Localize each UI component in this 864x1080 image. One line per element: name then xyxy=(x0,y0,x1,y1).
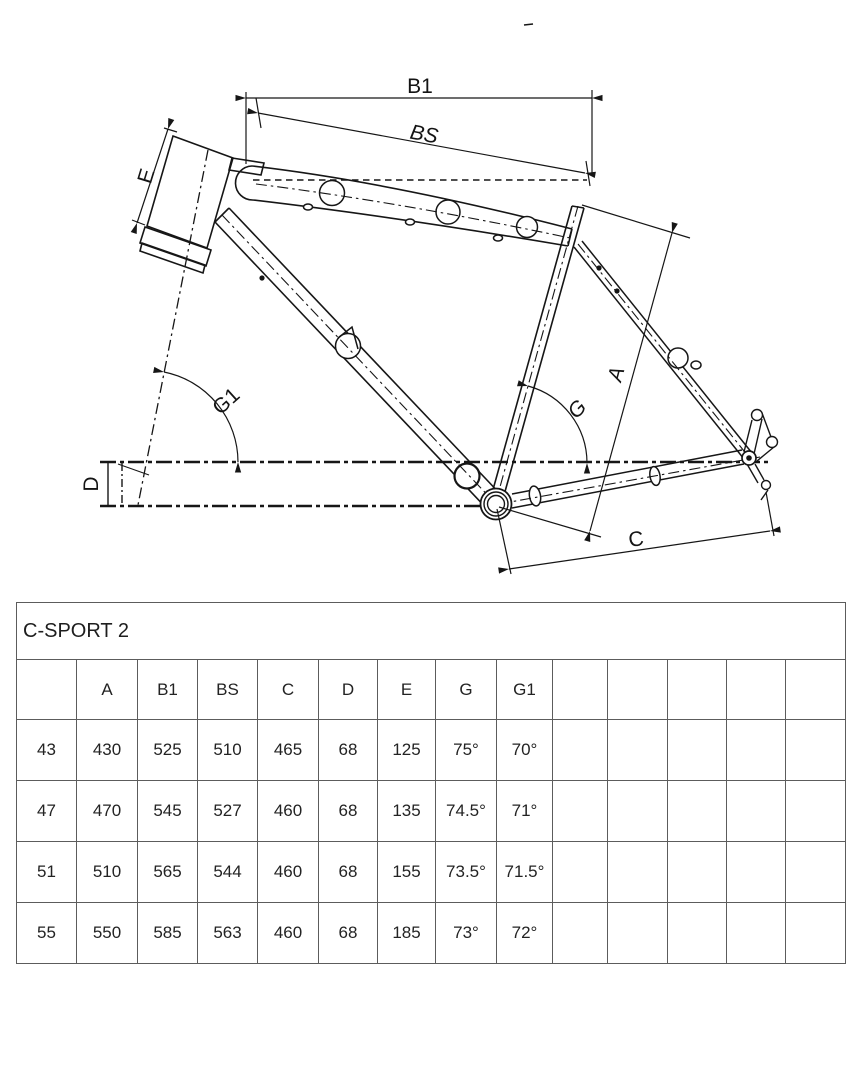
dim-c-ext-right xyxy=(766,492,774,536)
cell-size: 55 xyxy=(17,903,77,964)
col-header-empty xyxy=(553,660,608,720)
cell-empty xyxy=(553,720,608,781)
head-tube-axis-line xyxy=(138,150,208,505)
dim-a-line xyxy=(590,233,672,531)
dim-e-tick-bottom xyxy=(132,220,145,225)
cell-empty xyxy=(668,720,727,781)
col-header-size xyxy=(17,660,77,720)
cell-empty xyxy=(553,903,608,964)
col-header-g: G xyxy=(436,660,497,720)
table-row-size-47 xyxy=(17,781,846,842)
cell: 465 xyxy=(258,720,319,781)
cell-empty xyxy=(786,842,846,903)
reference-axle-lines xyxy=(100,462,772,506)
cell: 70° xyxy=(497,720,553,781)
cell: 125 xyxy=(378,720,436,781)
cell: 75° xyxy=(436,720,497,781)
cell: 550 xyxy=(77,903,138,964)
col-header-g1: G1 xyxy=(497,660,553,720)
table-row-size-43 xyxy=(17,720,846,781)
table-title: C-SPORT 2 xyxy=(17,603,846,660)
cell-empty xyxy=(668,842,727,903)
chain-stay xyxy=(512,450,744,508)
cell-empty xyxy=(553,842,608,903)
cell: 510 xyxy=(198,720,258,781)
col-header-c: C xyxy=(258,660,319,720)
cell: 73° xyxy=(436,903,497,964)
scan-speck xyxy=(524,24,533,25)
tube-centerlines xyxy=(222,184,760,505)
cell: 510 xyxy=(77,842,138,903)
col-header-empty xyxy=(668,660,727,720)
col-header-e: E xyxy=(378,660,436,720)
cell: 68 xyxy=(319,842,378,903)
col-header-d: D xyxy=(319,660,378,720)
cell: 68 xyxy=(319,720,378,781)
cell: 545 xyxy=(138,781,198,842)
cell: 470 xyxy=(77,781,138,842)
cell: 585 xyxy=(138,903,198,964)
cell-empty xyxy=(668,781,727,842)
table-row-size-55 xyxy=(17,903,846,964)
dim-d xyxy=(108,463,149,506)
geometry-table xyxy=(16,602,846,964)
cell-empty xyxy=(608,903,668,964)
cell-empty xyxy=(553,781,608,842)
dim-label-a: A xyxy=(603,364,630,384)
dim-label-bs: BS xyxy=(408,120,440,149)
col-header-a: A xyxy=(77,660,138,720)
table-row-size-51 xyxy=(17,842,846,903)
dim-label-g1: G1 xyxy=(208,383,245,420)
cell-empty xyxy=(786,720,846,781)
cable-stops xyxy=(259,265,619,293)
cell-empty xyxy=(608,720,668,781)
cell: 185 xyxy=(378,903,436,964)
cell-empty xyxy=(608,842,668,903)
cell-empty xyxy=(727,842,786,903)
dim-a-ext-bottom xyxy=(499,507,601,537)
dim-label-e: E xyxy=(133,166,160,187)
cell-size: 47 xyxy=(17,781,77,842)
dim-label-g: G xyxy=(563,395,592,424)
angle-arc-g xyxy=(528,386,587,463)
cell: 525 xyxy=(138,720,198,781)
cell-empty xyxy=(608,781,668,842)
dim-a-ext-top xyxy=(582,205,690,238)
cell: 565 xyxy=(138,842,198,903)
col-header-empty xyxy=(786,660,846,720)
table-title-row xyxy=(17,603,846,660)
cell: 460 xyxy=(258,903,319,964)
col-header-empty xyxy=(727,660,786,720)
cell-size: 51 xyxy=(17,842,77,903)
dim-label-d: D xyxy=(80,476,103,492)
col-header-b1: B1 xyxy=(138,660,198,720)
cell-size: 43 xyxy=(17,720,77,781)
cell: 135 xyxy=(378,781,436,842)
cell: 68 xyxy=(319,903,378,964)
col-header-empty xyxy=(608,660,668,720)
dim-bs-tick-right xyxy=(586,161,590,186)
cell-empty xyxy=(786,781,846,842)
cell: 430 xyxy=(77,720,138,781)
dim-label-b1: B1 xyxy=(407,75,433,98)
cell: 460 xyxy=(258,781,319,842)
cell: 72° xyxy=(497,903,553,964)
cell: 68 xyxy=(319,781,378,842)
rear-dropout xyxy=(742,410,778,501)
cell-empty xyxy=(727,781,786,842)
cell: 460 xyxy=(258,842,319,903)
cell-empty xyxy=(668,903,727,964)
cell: 155 xyxy=(378,842,436,903)
cell: 544 xyxy=(198,842,258,903)
cell: 73.5° xyxy=(436,842,497,903)
cell-empty xyxy=(727,720,786,781)
col-header-bs: BS xyxy=(198,660,258,720)
dim-c-ext-left xyxy=(497,509,511,574)
dim-e-tick-top xyxy=(164,128,177,132)
cell: 71.5° xyxy=(497,842,553,903)
table-header-row xyxy=(17,660,846,720)
cell: 527 xyxy=(198,781,258,842)
cell: 563 xyxy=(198,903,258,964)
cell: 74.5° xyxy=(436,781,497,842)
cell-empty xyxy=(727,903,786,964)
bottom-bracket xyxy=(481,489,512,520)
dim-label-c: C xyxy=(626,527,646,552)
cell: 71° xyxy=(497,781,553,842)
cell-empty xyxy=(786,903,846,964)
